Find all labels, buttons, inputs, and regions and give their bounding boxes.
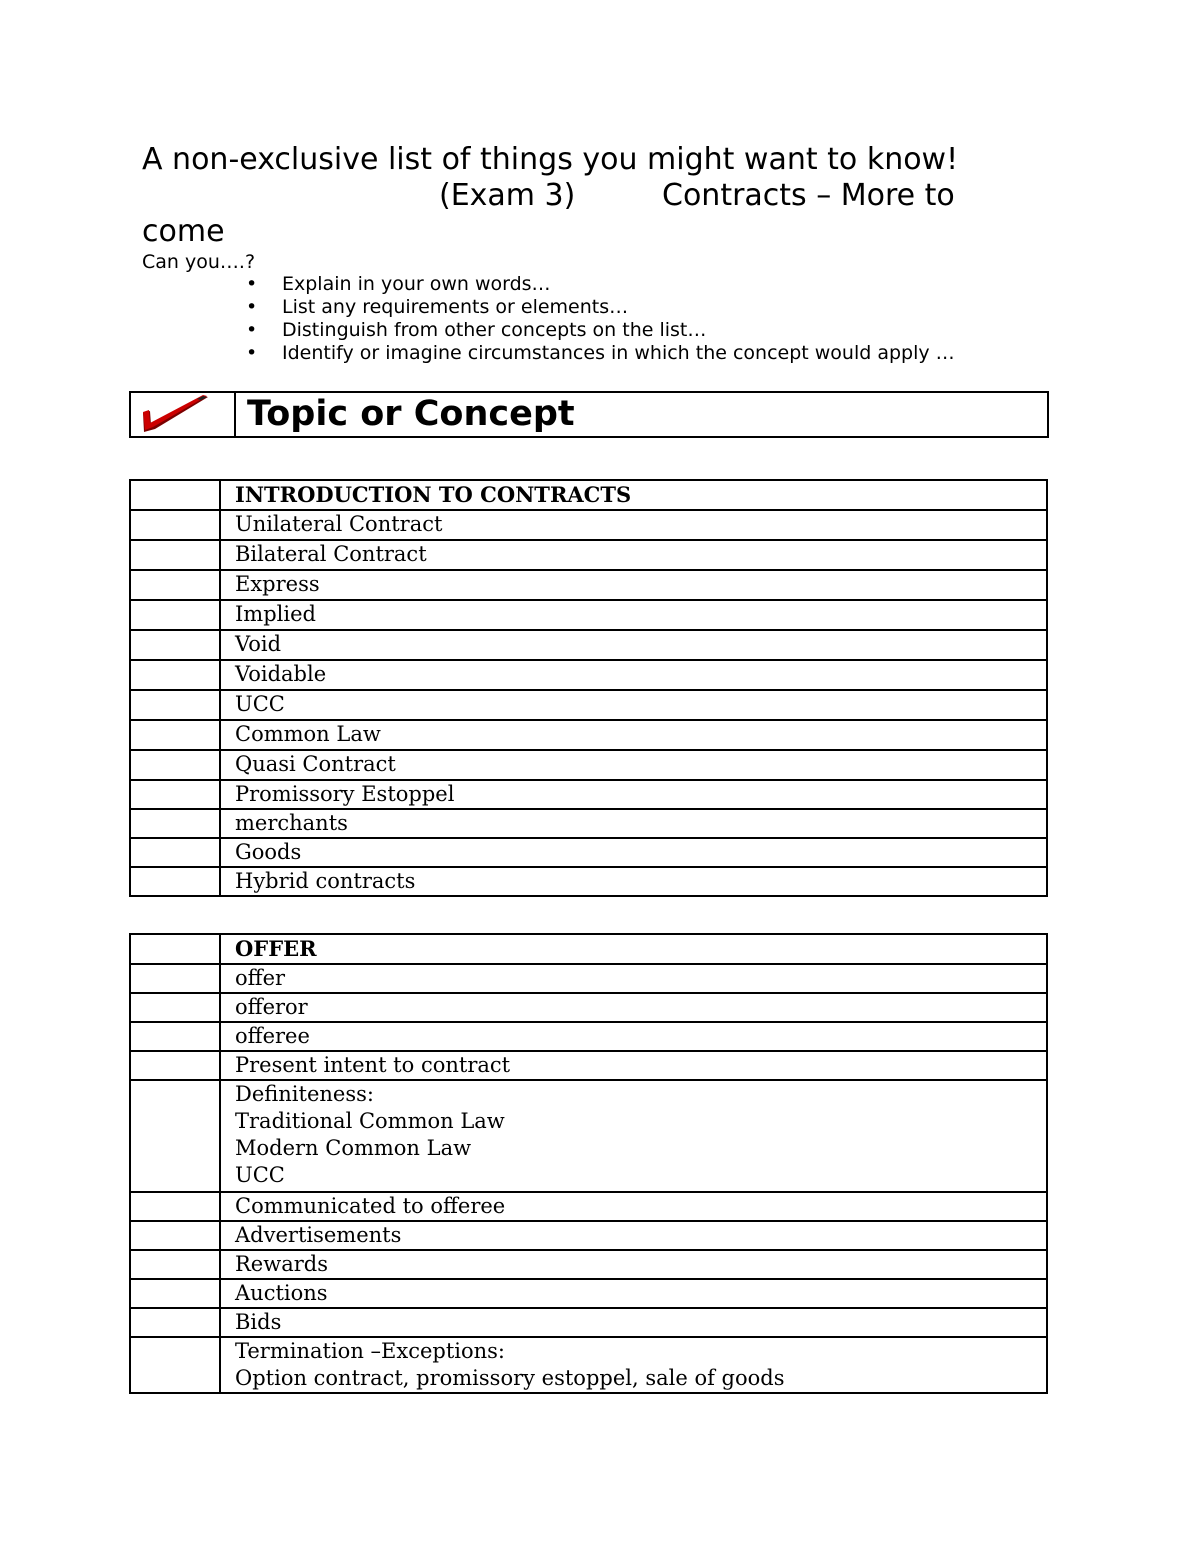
prompt-text: Can you….? bbox=[142, 251, 256, 273]
check-cell[interactable] bbox=[130, 720, 220, 750]
check-cell[interactable] bbox=[130, 1192, 220, 1221]
document-title: A non-exclusive list of things you might want to know! bbox=[142, 142, 959, 177]
check-cell[interactable] bbox=[130, 1308, 220, 1337]
check-cell[interactable] bbox=[130, 1022, 220, 1051]
table-row bbox=[130, 867, 1047, 896]
table-row bbox=[130, 1080, 1047, 1192]
table-row bbox=[130, 780, 1047, 809]
topic-cell: offer bbox=[220, 964, 1047, 993]
check-cell[interactable] bbox=[130, 1051, 220, 1080]
topic-cell: Goods bbox=[220, 838, 1047, 867]
subject-label: Contracts – More to bbox=[662, 178, 955, 213]
offer-section-table bbox=[129, 933, 1048, 1394]
check-cell[interactable] bbox=[130, 809, 220, 838]
table-row bbox=[130, 1250, 1047, 1279]
column-title: Topic or Concept bbox=[247, 394, 575, 434]
check-cell[interactable] bbox=[130, 1250, 220, 1279]
topic-cell: Implied bbox=[220, 600, 1047, 630]
topic-cell: Quasi Contract bbox=[220, 750, 1047, 780]
check-column-header bbox=[131, 393, 236, 436]
bullet-icon: • bbox=[246, 273, 258, 295]
topic-header bbox=[129, 391, 1049, 438]
check-cell[interactable] bbox=[130, 480, 220, 510]
check-cell[interactable] bbox=[130, 964, 220, 993]
topic-cell: Communicated to offeree bbox=[220, 1192, 1047, 1221]
check-cell[interactable] bbox=[130, 838, 220, 867]
topic-cell: Advertisements bbox=[220, 1221, 1047, 1250]
topic-cell: offeror bbox=[220, 993, 1047, 1022]
table-row bbox=[130, 660, 1047, 690]
check-cell[interactable] bbox=[130, 1279, 220, 1308]
table-row bbox=[130, 1308, 1047, 1337]
title-continuation: come bbox=[142, 214, 225, 249]
check-cell[interactable] bbox=[130, 934, 220, 964]
topic-cell: Bids bbox=[220, 1308, 1047, 1337]
topic-cell: Bilateral Contract bbox=[220, 540, 1047, 570]
section-heading: OFFER bbox=[220, 934, 1047, 964]
table-row bbox=[130, 570, 1047, 600]
table-row bbox=[130, 993, 1047, 1022]
check-cell[interactable] bbox=[130, 1080, 220, 1192]
intro-section-table bbox=[129, 479, 1048, 897]
check-cell[interactable] bbox=[130, 750, 220, 780]
table-row bbox=[130, 1051, 1047, 1080]
table-row bbox=[130, 540, 1047, 570]
check-cell[interactable] bbox=[130, 780, 220, 809]
bullet-icon: • bbox=[246, 319, 258, 341]
topic-cell-multiline: Termination –Exceptions: Option contract, promissory estoppel, sale of goods bbox=[220, 1337, 1047, 1393]
table-row bbox=[130, 838, 1047, 867]
topic-cell: Promissory Estoppel bbox=[220, 780, 1047, 809]
table-row bbox=[130, 1192, 1047, 1221]
table-row bbox=[130, 690, 1047, 720]
table-row bbox=[130, 964, 1047, 993]
check-cell[interactable] bbox=[130, 660, 220, 690]
topic-cell: Auctions bbox=[220, 1279, 1047, 1308]
topic-cell-multiline: Definiteness: Traditional Common Law Modern Common Law UCC bbox=[220, 1080, 1047, 1192]
check-cell[interactable] bbox=[130, 510, 220, 540]
red-checkmark-icon bbox=[131, 393, 234, 436]
table-row bbox=[130, 1337, 1047, 1393]
check-cell[interactable] bbox=[130, 540, 220, 570]
table-row bbox=[130, 809, 1047, 838]
topic-cell: Present intent to contract bbox=[220, 1051, 1047, 1080]
table-row bbox=[130, 600, 1047, 630]
check-cell[interactable] bbox=[130, 993, 220, 1022]
check-cell[interactable] bbox=[130, 1337, 220, 1393]
topic-cell: Hybrid contracts bbox=[220, 867, 1047, 896]
check-cell[interactable] bbox=[130, 570, 220, 600]
table-row bbox=[130, 750, 1047, 780]
topic-cell: Rewards bbox=[220, 1250, 1047, 1279]
bullet-icon: • bbox=[246, 342, 258, 364]
section-heading: INTRODUCTION TO CONTRACTS bbox=[220, 480, 1047, 510]
topic-cell: Common Law bbox=[220, 720, 1047, 750]
check-cell[interactable] bbox=[130, 867, 220, 896]
table-row bbox=[130, 720, 1047, 750]
bullet-icon: • bbox=[246, 296, 258, 318]
topic-cell: Unilateral Contract bbox=[220, 510, 1047, 540]
table-row bbox=[130, 934, 1047, 964]
table-row bbox=[130, 1221, 1047, 1250]
table-row bbox=[130, 510, 1047, 540]
table-row bbox=[130, 480, 1047, 510]
topic-cell: UCC bbox=[220, 690, 1047, 720]
topic-cell: Express bbox=[220, 570, 1047, 600]
topic-cell: merchants bbox=[220, 809, 1047, 838]
topic-cell: offeree bbox=[220, 1022, 1047, 1051]
topic-cell: Voidable bbox=[220, 660, 1047, 690]
topic-cell: Void bbox=[220, 630, 1047, 660]
table-row bbox=[130, 1022, 1047, 1051]
check-cell[interactable] bbox=[130, 1221, 220, 1250]
exam-label: (Exam 3) bbox=[439, 178, 576, 213]
table-row bbox=[130, 1279, 1047, 1308]
check-cell[interactable] bbox=[130, 690, 220, 720]
check-cell[interactable] bbox=[130, 600, 220, 630]
check-cell[interactable] bbox=[130, 630, 220, 660]
table-row bbox=[130, 630, 1047, 660]
